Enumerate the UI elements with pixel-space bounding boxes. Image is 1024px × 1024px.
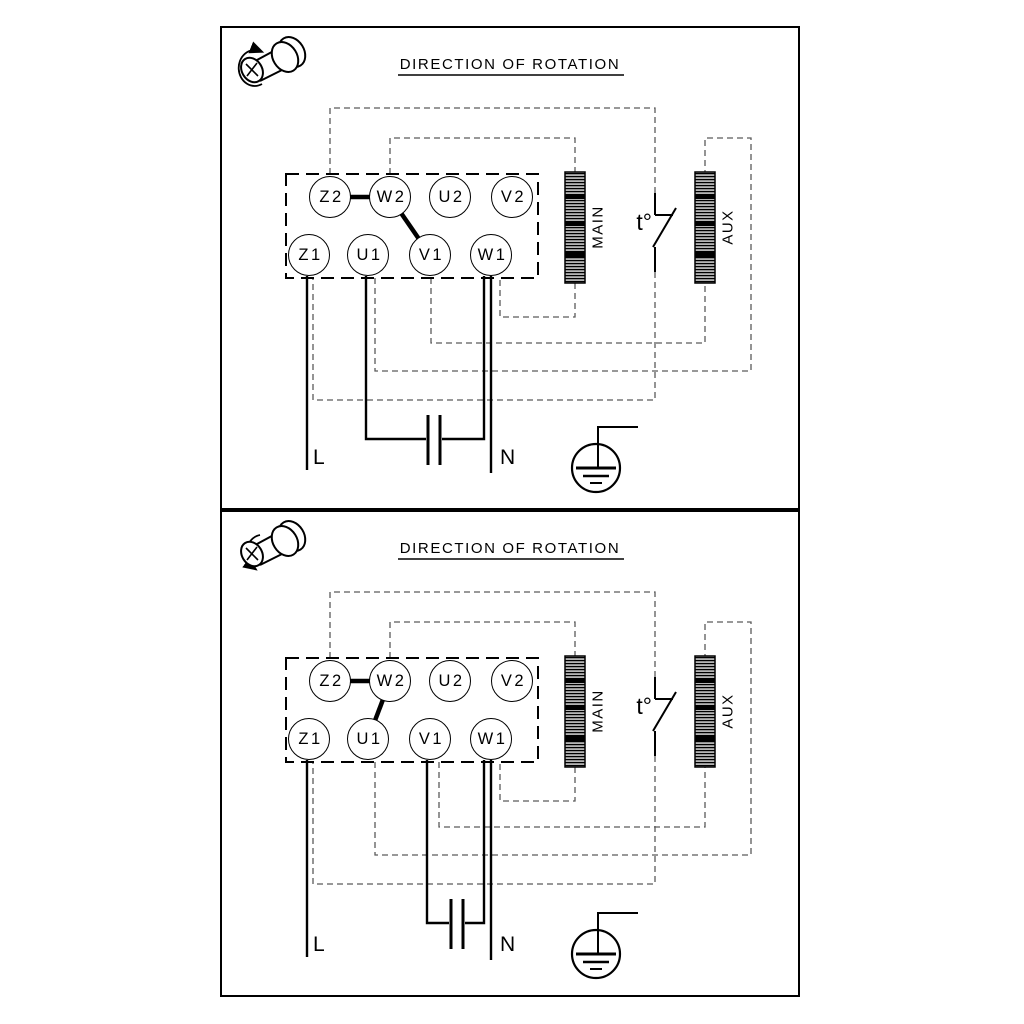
- aux-winding: [695, 656, 715, 767]
- terminal-v1: V1: [409, 234, 451, 276]
- capacitor: [428, 415, 440, 465]
- terminal-w1: W1: [470, 718, 512, 760]
- ground-symbol: [572, 427, 638, 492]
- ground-symbol: [572, 913, 638, 978]
- aux-winding: [695, 172, 715, 283]
- supply-wires: [307, 276, 491, 473]
- terminal-u2: U2: [429, 176, 471, 218]
- terminal-u1: U1: [347, 718, 389, 760]
- rotation-direction-icon: [230, 32, 308, 94]
- thermal-switch: [653, 677, 676, 756]
- main-winding: [565, 656, 585, 767]
- terminal-u1: U1: [347, 234, 389, 276]
- thermal-switch-label: t°: [636, 693, 652, 719]
- terminal-v2: V2: [491, 660, 533, 702]
- terminal-w2: W2: [369, 176, 411, 218]
- thermal-switch: [653, 193, 676, 272]
- neutral-label: N: [500, 446, 516, 469]
- terminal-w2: W2: [369, 660, 411, 702]
- wiring-panel-2: [220, 510, 800, 997]
- wiring-panel-1: [220, 26, 800, 510]
- terminal-v2: V2: [491, 176, 533, 218]
- main-winding-label: MAIN: [589, 689, 607, 733]
- rotation-direction-icon: [230, 516, 308, 578]
- terminal-v1: V1: [409, 718, 451, 760]
- line-label: L: [313, 446, 325, 469]
- main-winding-label: MAIN: [589, 205, 607, 249]
- neutral-label: N: [500, 933, 516, 956]
- terminal-u2: U2: [429, 660, 471, 702]
- page-title: DIRECTION OF ROTATION: [399, 56, 621, 73]
- line-label: L: [313, 933, 325, 956]
- page-title: DIRECTION OF ROTATION: [399, 540, 621, 557]
- terminal-w1: W1: [470, 234, 512, 276]
- main-winding: [565, 172, 585, 283]
- aux-winding-label: AUX: [719, 209, 737, 245]
- thermal-switch-label: t°: [636, 209, 652, 235]
- terminal-z1: Z1: [288, 718, 330, 760]
- terminal-z2: Z2: [309, 660, 351, 702]
- terminal-z2: Z2: [309, 176, 351, 218]
- aux-winding-label: AUX: [719, 693, 737, 729]
- terminal-z1: Z1: [288, 234, 330, 276]
- capacitor: [451, 899, 463, 949]
